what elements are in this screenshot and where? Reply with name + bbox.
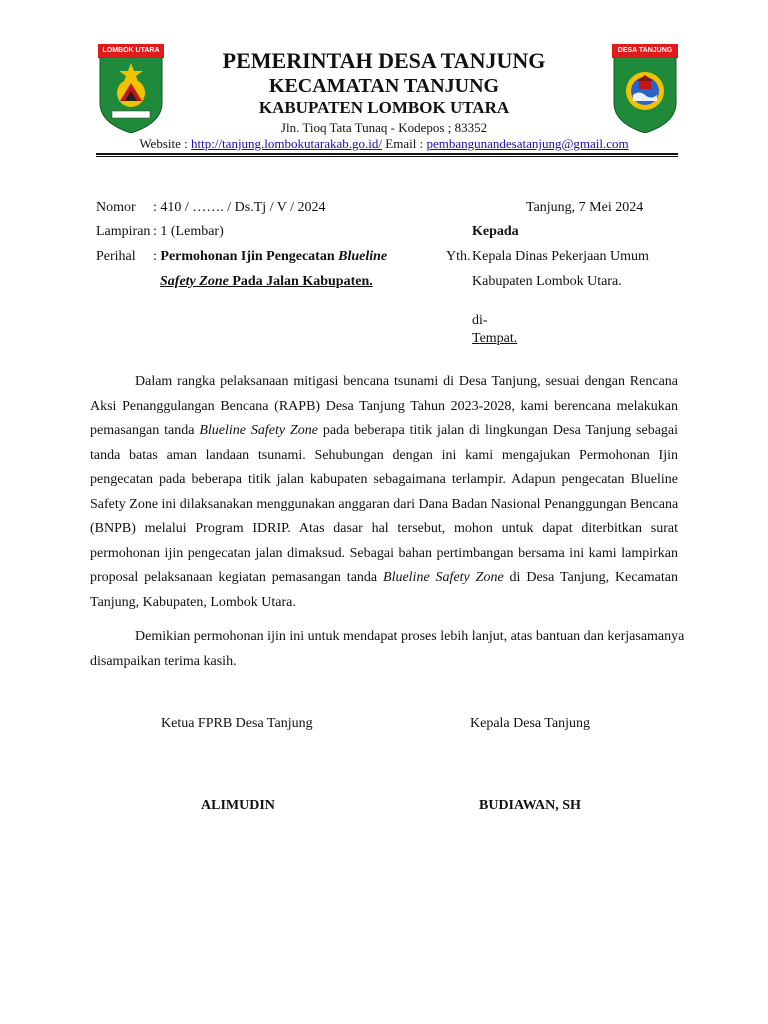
logo-left-banner: LOMBOK UTARA bbox=[98, 44, 164, 58]
perihal-value bbox=[153, 248, 387, 266]
paragraph-line: pengecatan pada beberapa titik jalan kabupaten sebagaimana terlampir. Adapun pengecatan Blueline bbox=[90, 472, 678, 487]
letterhead-government: PEMERINTAH DESA TANJUNG bbox=[222, 48, 546, 73]
signatory-left-name: ALIMUDIN bbox=[201, 798, 275, 813]
paragraph-line: tanda batas aman landaan tsunami. Sehubungan dengan ini kami mengajukan Permohonan Ijin bbox=[90, 447, 678, 463]
letterhead-divider-thin bbox=[96, 156, 678, 157]
letter-date: Tanjung, 7 Mei 2024 bbox=[526, 200, 644, 215]
text-run: proposal pelaksanaan kegiatan pemasangan tanda bbox=[90, 570, 384, 585]
lampiran-value: : 1 (Lembar) bbox=[153, 224, 224, 239]
letterhead-district: KECAMATAN TANJUNG bbox=[268, 75, 500, 97]
perihal-subject-italic: Blueline bbox=[338, 249, 388, 264]
paragraph-line: Tanjung, Kabupaten, Lombok Utara. bbox=[90, 594, 296, 610]
website-label: Website : bbox=[139, 136, 191, 151]
letterhead-contact bbox=[90, 136, 678, 152]
paragraph-line bbox=[90, 566, 678, 591]
perihal-subject-2: Pada Jalan Kabupaten. bbox=[228, 274, 373, 289]
text-run-italic: Blueline Safety Zone bbox=[383, 570, 504, 585]
recipient-line2: Kabupaten Lombok Utara. bbox=[472, 274, 622, 289]
email-link[interactable]: pembangunandesatanjung@gmail.com bbox=[426, 136, 629, 151]
nomor-label: Nomor bbox=[96, 200, 136, 215]
paragraph-line bbox=[90, 419, 678, 444]
perihal-value-line2 bbox=[160, 273, 373, 291]
letterhead-address: Jln. Tioq Tata Tunaq - Kodepos ; 83352 bbox=[280, 120, 488, 135]
di-label: di- bbox=[472, 313, 488, 328]
perihal-subject-italic-2: Safety Zone bbox=[160, 274, 229, 289]
paragraph-line: permohonan ijin pengecatan jalan dimaksud. Sebagai bahan pertimbangan bersama ini kami lampirkan bbox=[90, 545, 678, 561]
shield-emblem-icon bbox=[612, 57, 678, 133]
recipient-line1: Kepala Dinas Pekerjaan Umum bbox=[472, 249, 649, 264]
logo-lombok-utara bbox=[98, 44, 164, 132]
body-paragraph-2 bbox=[90, 625, 685, 674]
website-link[interactable]: http://tanjung.lombokutarakab.go.id/ bbox=[191, 136, 383, 151]
paragraph-line: (BNPB) melalui Program IDRIP. Atas dasar hal tersebut, mohon untuk dapat diterbitkan surat bbox=[90, 521, 678, 536]
tempat-label: Tempat. bbox=[472, 331, 518, 346]
logo-desa-tanjung bbox=[612, 44, 678, 132]
signatory-right-name: BUDIAWAN, SH bbox=[479, 798, 581, 813]
text-run: pemasangan tanda bbox=[90, 423, 200, 438]
letterhead-divider-thick bbox=[96, 153, 678, 155]
logo-right-banner: DESA TANJUNG bbox=[612, 44, 678, 58]
letterhead-regency: KABUPATEN LOMBOK UTARA bbox=[258, 98, 510, 117]
paragraph-line: disampaikan terima kasih. bbox=[90, 653, 237, 669]
kepada-label: Kepada bbox=[472, 224, 519, 239]
signatory-left-title: Ketua FPRB Desa Tanjung bbox=[161, 716, 313, 731]
paragraph-line: Aksi Penanggulangan Bencana (RAPB) Desa Tanjung Tahun 2023-2028, kami berencana melakukan bbox=[90, 398, 678, 414]
paragraph-line: Safety Zone ini dilaksanakan menggunakan anggaran dari Dana Badan Nasional Penanggungan Bencana bbox=[90, 496, 679, 512]
paragraph-line: Dalam rangka pelaksanaan mitigasi bencana tsunami di Desa Tanjung, sesuai dengan Rencana bbox=[135, 374, 678, 389]
perihal-colon: : bbox=[153, 249, 161, 264]
text-run: di Desa Tanjung, Kecamatan bbox=[503, 570, 678, 585]
lampiran-label: Lampiran bbox=[96, 224, 151, 239]
shield-emblem-icon bbox=[98, 57, 164, 133]
body-paragraph-1 bbox=[90, 370, 678, 615]
text-run: pada beberapa titik jalan di lingkungan Desa Tanjung sebagai bbox=[317, 423, 679, 438]
signatory-right-title: Kepala Desa Tanjung bbox=[470, 716, 591, 731]
email-label: Email : bbox=[382, 136, 427, 151]
yth-label: Yth. bbox=[446, 249, 471, 264]
nomor-value: : 410 / ……. / Ds.Tj / V / 2024 bbox=[153, 200, 326, 215]
perihal-label: Perihal bbox=[96, 249, 136, 264]
paragraph-line: Demikian permohonan ijin ini untuk mendapat proses lebih lanjut, atas bantuan dan kerjasamanya bbox=[135, 629, 685, 644]
perihal-subject: Permohonan Ijin Pengecatan bbox=[160, 249, 339, 264]
text-run-italic: Blueline Safety Zone bbox=[199, 423, 318, 438]
